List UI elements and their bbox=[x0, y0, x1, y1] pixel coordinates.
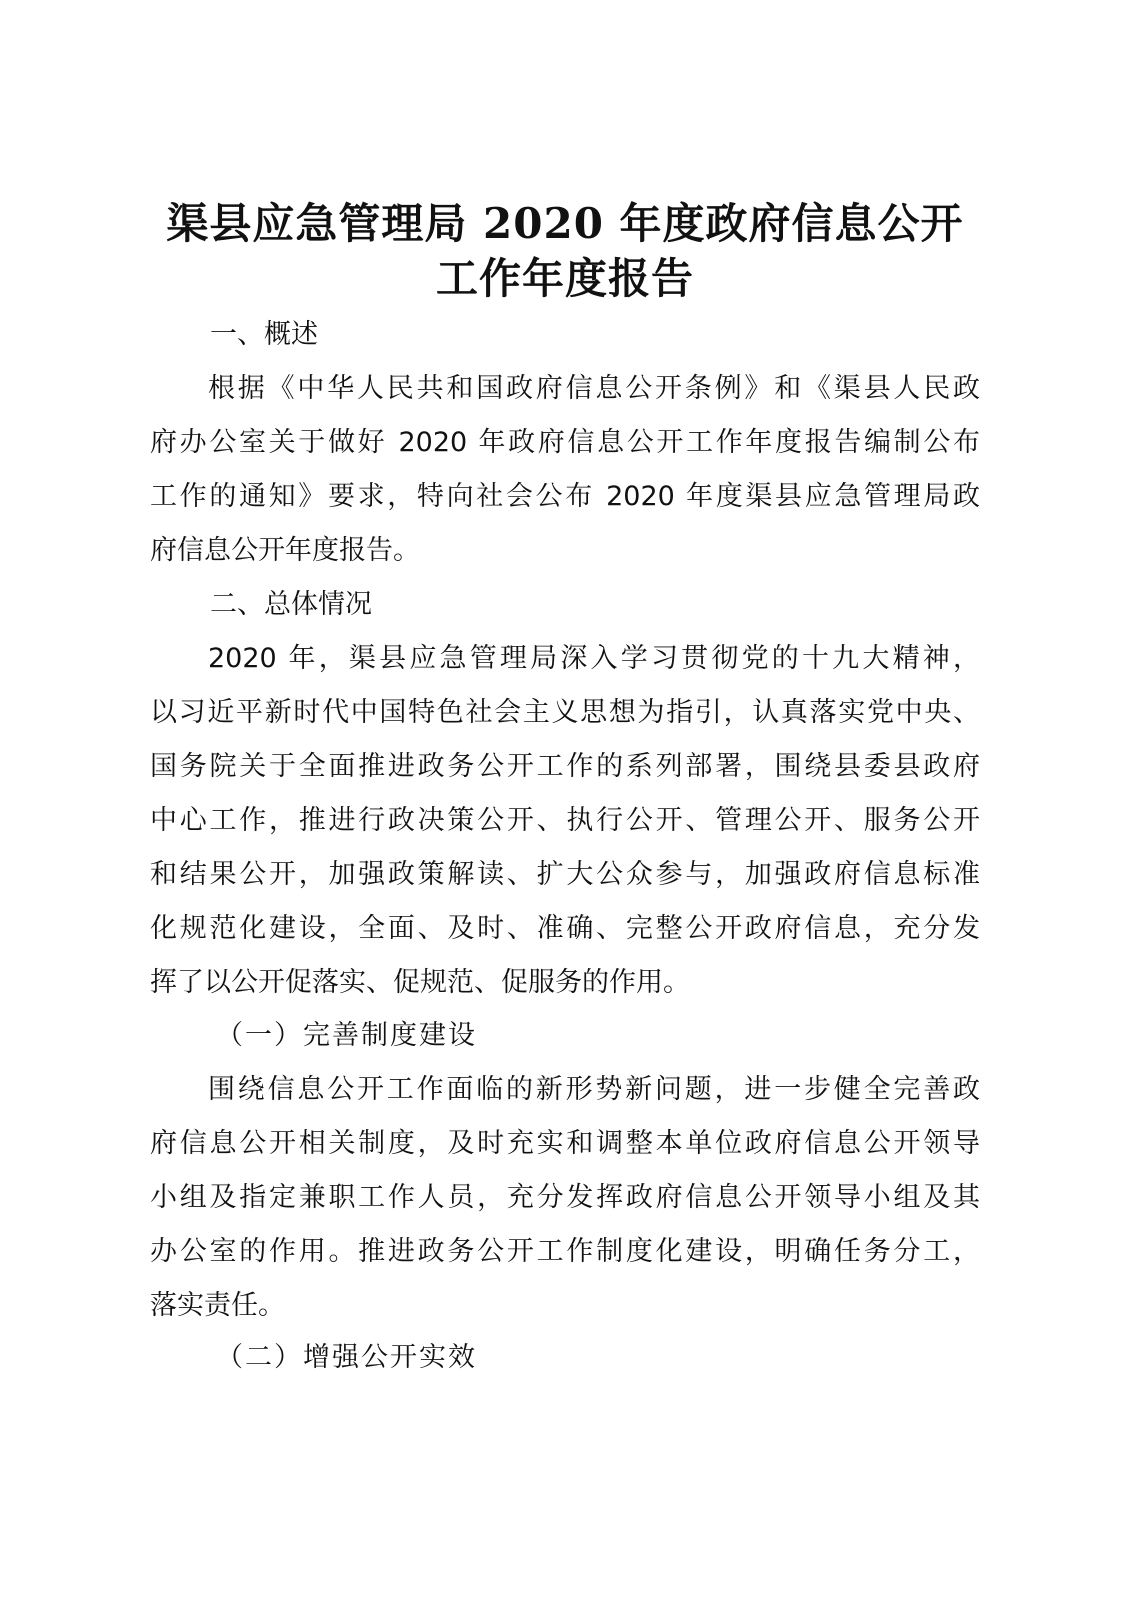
paragraph-line: 工作的通知》要求，特向社会公布 2020 年度渠县应急管理局政 bbox=[150, 481, 980, 512]
subsection-paragraph-system-building bbox=[150, 1063, 980, 1333]
section-heading-general: 二、总体情况 bbox=[210, 589, 372, 620]
paragraph-line: 2020 年，渠县应急管理局深入学习贯彻党的十九大精神， bbox=[208, 643, 980, 674]
paragraph-line: 围绕信息公开工作面临的新形势新问题，进一步健全完善政 bbox=[208, 1074, 980, 1105]
paragraph-line: 以习近平新时代中国特色社会主义思想为指引，认真落实党中央、 bbox=[150, 697, 980, 728]
document-title-line-2: 工作年度报告 bbox=[435, 254, 694, 303]
paragraph-line: 中心工作，推进行政决策公开、执行公开、管理公开、服务公开 bbox=[150, 805, 980, 836]
paragraph-line: 府办公室关于做好 2020 年政府信息公开工作年度报告编制公布 bbox=[150, 427, 980, 458]
section-heading-overview: 一、概述 bbox=[210, 319, 318, 350]
subsection-heading-effectiveness: （二）增强公开实效 bbox=[216, 1342, 477, 1373]
paragraph-line: 国务院关于全面推进政务公开工作的系列部署，围绕县委县政府 bbox=[150, 751, 980, 782]
paragraph-line: 落实责任。 bbox=[150, 1290, 285, 1321]
section-paragraph-general bbox=[150, 632, 980, 1010]
paragraph-line: 府信息公开年度报告。 bbox=[150, 535, 420, 566]
document-title-line-1: 渠县应急管理局 2020 年度政府信息公开 bbox=[166, 199, 964, 248]
paragraph-line: 办公室的作用。推进政务公开工作制度化建设，明确任务分工， bbox=[150, 1236, 980, 1267]
subsection-heading-system-building: （一）完善制度建设 bbox=[216, 1020, 477, 1051]
paragraph-line: 小组及指定兼职工作人员，充分发挥政府信息公开领导小组及其 bbox=[150, 1182, 980, 1213]
paragraph-line: 和结果公开，加强政策解读、扩大公众参与，加强政府信息标准 bbox=[150, 859, 980, 890]
section-paragraph-overview bbox=[150, 362, 980, 578]
paragraph-line: 府信息公开相关制度，及时充实和调整本单位政府信息公开领导 bbox=[150, 1128, 980, 1159]
paragraph-line: 化规范化建设，全面、及时、准确、完整公开政府信息，充分发 bbox=[150, 913, 980, 944]
paragraph-line: 挥了以公开促落实、促规范、促服务的作用。 bbox=[150, 967, 690, 998]
paragraph-line: 根据《中华人民共和国政府信息公开条例》和《渠县人民政 bbox=[208, 373, 980, 404]
